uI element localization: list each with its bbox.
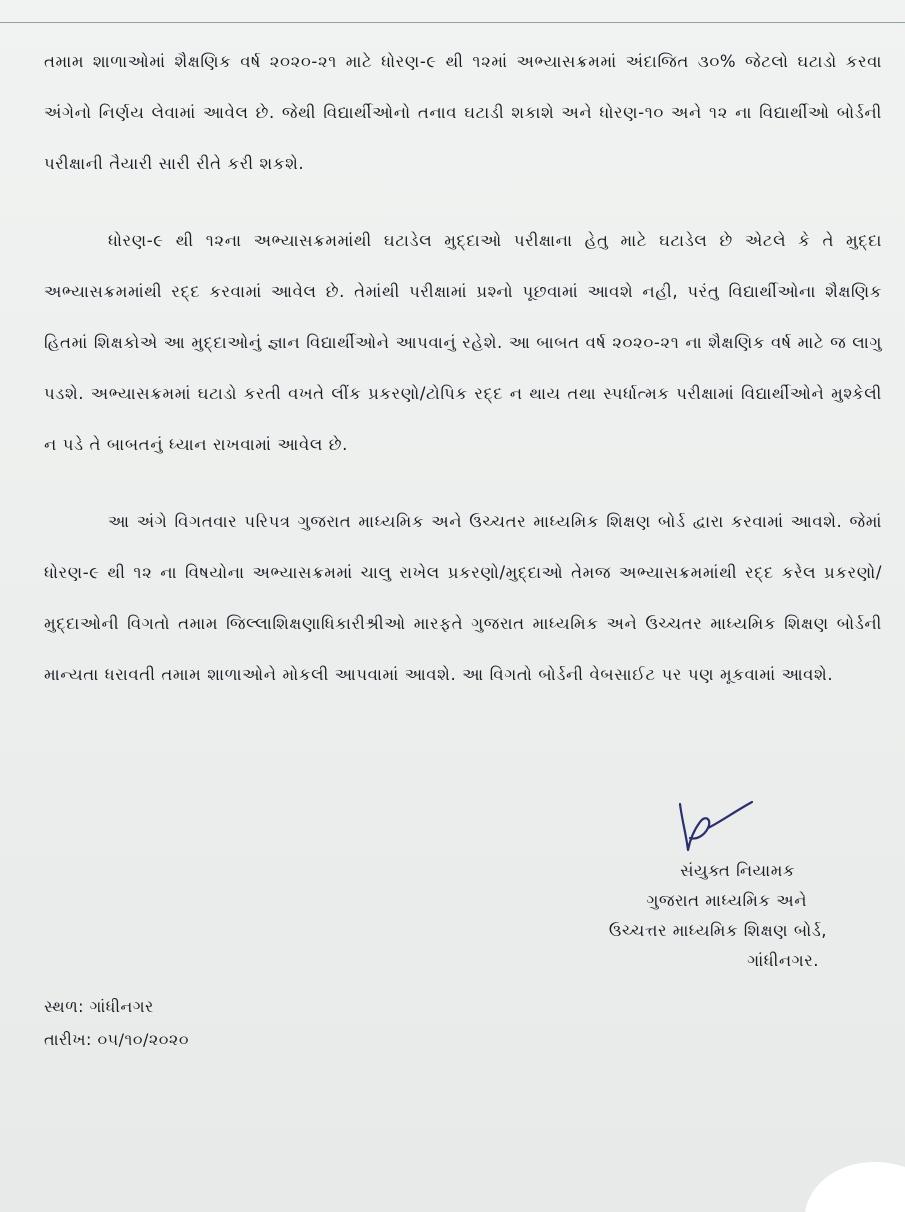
paragraph-3: આ અંગે વિગતવાર પરિપત્ર ગુજરાત માધ્યમિક અને ઉચ્ચતર માધ્યમિક શિક્ષણ બોર્ડ દ્વારા કરવામાં આવશે. જેમાં ધોરણ-૯ થી ૧૨ ના વિષયોના અભ્યાસક્રમમાં ચાલુ રાખેલ પ્રકરણો/મુદ્દાઓ તેમજ અભ્યાસક્રમમાંથી રદ્દ કરેલ પ્રકરણો/મુદ્દાઓની વિગતો તમામ જિલ્લાશિક્ષણાધિકારીશ્રીઓ મારફતે ગુજરાત માધ્યમિક અને ઉચ્ચતર માધ્યમિક શિક્ષણ બોર્ડની માન્યતા ધરાવતી તમામ શાળાઓને મોકલી આપવામાં આવશે. આ વિગતો બોર્ડની વેબસાઈટ પર પણ મૂકવામાં આવશે. [44,512,882,684]
paragraph-2: ધોરણ-૯ થી ૧૨ના અભ્યાસક્રમમાંથી ઘટાડેલ મુદ્દાઓ પરીક્ષાના હેતુ માટે ઘટાડેલ છે એટલે કે તે મુદ્દા અભ્યાસક્રમમાંથી રદ્દ કરવામાં આવેલ છે. તેમાંથી પરીક્ષામાં પ્રશ્નો પૂછવામાં આવશે નહી, પરંતુ વિદ્યાર્થીઓના શૈક્ષણિક હિતમાં શિક્ષકોએ આ મુદ્દાઓનું જ્ઞાન વિદ્યાર્થીઓને આપવાનું રહેશે. આ બાબત વર્ષ ૨૦૨૦-૨૧ ના શૈક્ષણિક વર્ષ માટે જ લાગુ પડશે. અભ્યાસક્રમમાં ઘટાડો કરતી વખતે લીંક પ્રકરણો/ટોપિક રદ્દ ન થાય તથા સ્પર્ધાત્મક પરીક્ષામાં વિદ્યાર્થીઓને મુશ્કેલી ન પડે તે બાબતનું ધ્યાન રાખવામાં આવેલ છે. [44,231,882,454]
signatory-org-line-1: ગુજરાત માધ્યમિક અને [646,891,807,910]
signatory-org-line-2: ઉચ્ચત્તર માધ્યમિક શિક્ષણ બોર્ડ, [608,921,827,940]
body-text [44,36,882,726]
page-corner-curl [805,1162,905,1212]
signatory-block [609,856,827,976]
paragraph-1: તમામ શાળાઓમાં શૈક્ષણિક વર્ષ ૨૦૨૦-૨૧ માટે ધોરણ-૯ થી ૧૨માં અભ્યાસક્રમમાં અંદાજિત ૩૦% જેટલો ઘટાડો કરવા અંગેનો નિર્ણય લેવામાં આવેલ છે. જેથી વિદ્યાર્થીઓનો તનાવ ઘટાડી શકાશે અને ધોરણ-૧૦ અને ૧૨ ના વિદ્યાર્થીઓ બોર્ડની પરીક્ષાની તૈયારી સારી રીતે કરી શકશે. [44,52,882,173]
footer-block [44,990,189,1056]
top-rule-divider [0,22,905,23]
handwritten-signature [660,800,760,856]
date-line: તારીખ: ૦૫/૧૦/૨૦૨૦ [44,1030,189,1049]
signatory-title: સંયુક્ત નિયામક [680,861,795,880]
signatory-city: ગાંધીનગર. [747,951,819,970]
place-line: સ્થળ: ગાંધીનગર [44,997,154,1016]
